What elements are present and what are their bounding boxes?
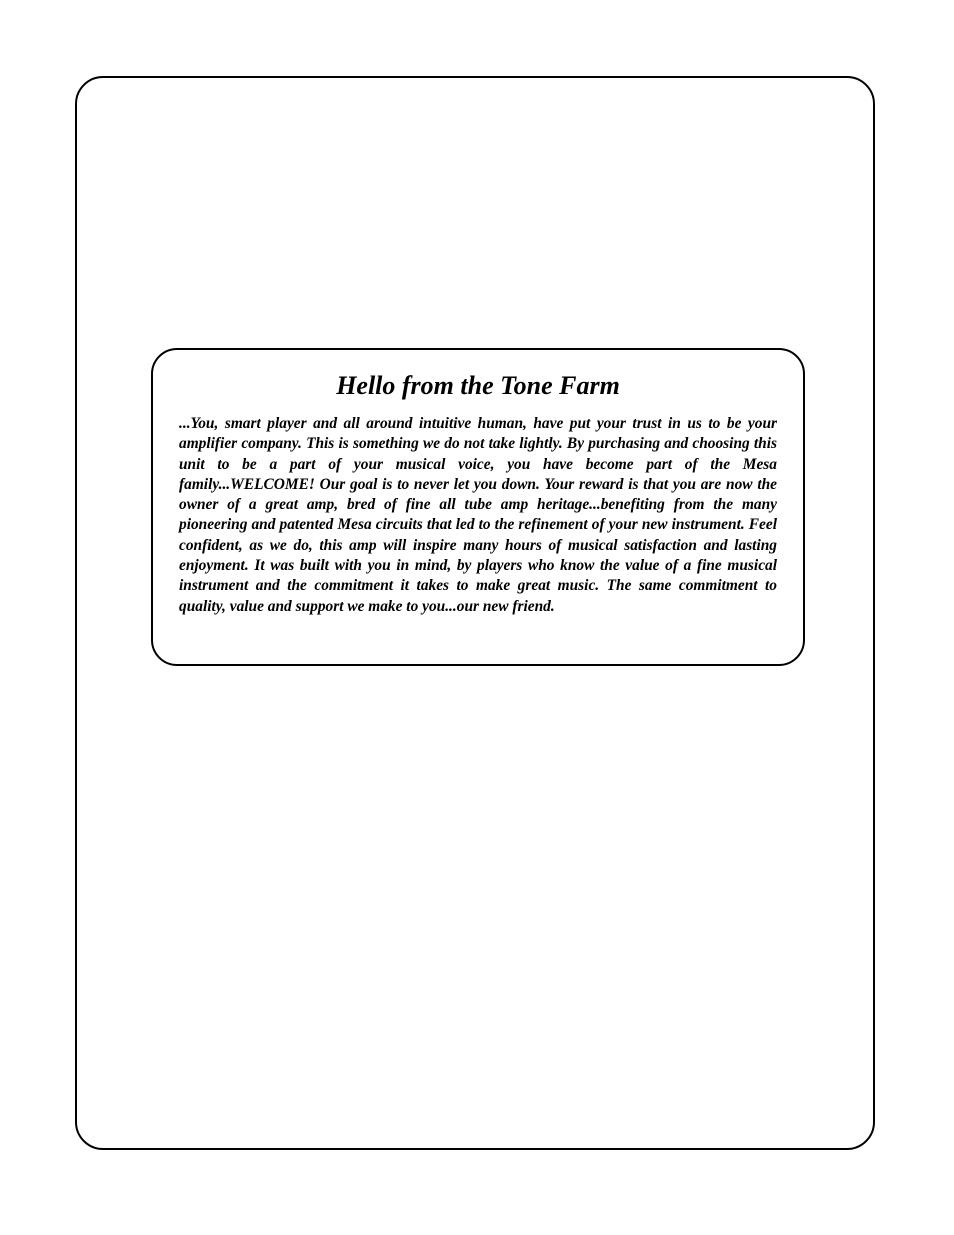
welcome-paragraph: ...You, smart player and all around intuitive human, have put your trust in us to be your amplifier company. This is something we do not take lightly. By purchasing and choosing this unit to be a part of your musical voice, you have become part of the Mesa family...WELCOME! Our goal is to never let you down. Your reward is that you are now the owner of a great amp, bred of fine all tube amp heritage...benefiting from the many pioneering and patented Mesa circuits that led to the refinement of your new instrument. Feel confident, as we do, this amp will inspire many hours of musical satisfaction and lasting enjoyment. It was built with you in mind, by players who know the value of a fine musical instrument and the commitment it takes to make great music. The same commitment to quality, value and support we make to you...our new friend. [179, 415, 777, 615]
welcome-box [151, 348, 805, 666]
welcome-title: Hello from the Tone Farm [336, 371, 620, 400]
